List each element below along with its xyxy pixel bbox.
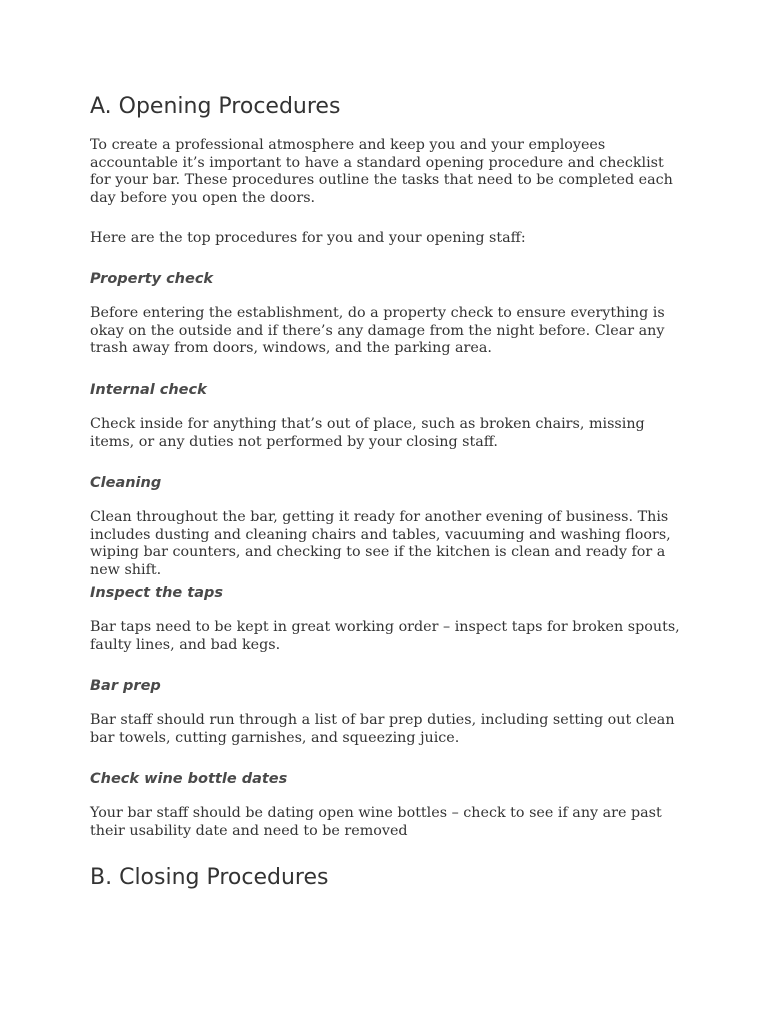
- section-heading-closing: B. Closing Procedures: [90, 865, 329, 890]
- body-inspect-taps: Bar taps need to be kept in great working order – inspect taps for broken spouts, faulty lines, and bad kegs.: [90, 619, 680, 653]
- subheading-check-wine-dates: Check wine bottle dates: [90, 771, 288, 787]
- lead-in-paragraph: Here are the top procedures for you and your opening staff:: [90, 230, 526, 246]
- body-cleaning: Clean throughout the bar, getting it ready for another evening of business. This includes dusting and cleaning chairs and tables, vacuuming and washing floors, wiping bar counters, and checking to see if the kitchen is clean and ready for a new shift.: [90, 509, 671, 578]
- subheading-cleaning: Cleaning: [90, 475, 162, 491]
- subheading-bar-prep: Bar prep: [90, 678, 161, 694]
- subheading-internal-check: Internal check: [90, 382, 207, 398]
- body-property-check: Before entering the establishment, do a property check to ensure everything is okay on the outside and if there’s any damage from the night before. Clear any trash away from doors, windows, and the parking area.: [90, 305, 665, 357]
- body-bar-prep: Bar staff should run through a list of bar prep duties, including setting out clean bar towels, cutting garnishes, and squeezing juice.: [90, 712, 675, 746]
- subheading-inspect-taps: Inspect the taps: [90, 585, 223, 601]
- body-check-wine-dates: Your bar staff should be dating open wine bottles – check to see if any are past their usability date and need to be removed: [90, 805, 662, 839]
- body-internal-check: Check inside for anything that’s out of place, such as broken chairs, missing items, or any duties not performed by your closing staff.: [90, 416, 645, 450]
- section-heading-opening: A. Opening Procedures: [90, 94, 341, 119]
- subheading-property-check: Property check: [90, 271, 214, 287]
- intro-paragraph: To create a professional atmosphere and keep you and your employees accountable it’s important to have a standard opening procedure and checklist for your bar. These procedures outline the tasks that need to be completed each day before you open the doors.: [90, 137, 673, 206]
